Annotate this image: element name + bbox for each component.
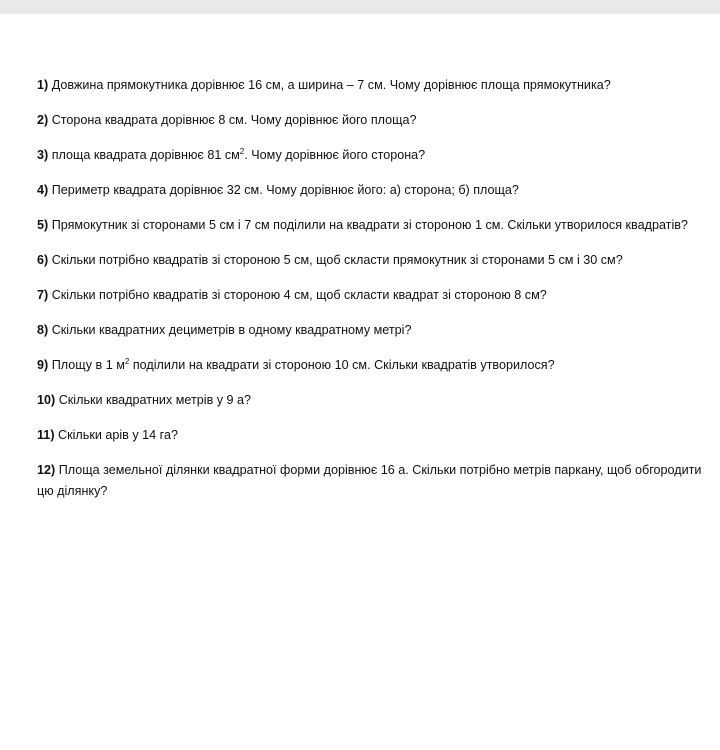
question-text: Площа земельної ділянки квадратної форми дорівнює 16 а. Скільки потрібно метрів паркану, щоб обгородити цю ділянку? — [37, 463, 702, 498]
question-7 — [37, 285, 702, 306]
question-4 — [37, 180, 702, 201]
question-number: 5) — [37, 218, 49, 232]
question-number: 6) — [37, 253, 49, 267]
document-page — [0, 14, 720, 750]
question-number: 12) — [37, 463, 56, 477]
question-12 — [37, 460, 702, 502]
question-text: Площу в 1 м — [51, 358, 125, 372]
question-11 — [37, 425, 702, 446]
question-number: 10) — [37, 393, 56, 407]
question-10 — [37, 390, 702, 411]
question-text: Периметр квадрата дорівнює 32 см. Чому дорівнює його: а) сторона; б) площа? — [51, 183, 519, 197]
question-text: Скільки квадратних дециметрів в одному квадратному метрі? — [51, 323, 412, 337]
question-text: Сторона квадрата дорівнює 8 см. Чому дорівнює його площа? — [51, 113, 417, 127]
question-text-continued: поділили на квадрати зі стороною 10 см. Скільки квадратів утворилося? — [129, 358, 555, 372]
question-text: площа квадрата дорівнює 81 см — [51, 148, 240, 162]
question-text-continued: . Чому дорівнює його сторона? — [244, 148, 426, 162]
question-list — [37, 75, 702, 516]
question-9 — [37, 355, 702, 376]
question-text: Прямокутник зі сторонами 5 см і 7 см поділили на квадрати зі стороною 1 см. Скільки утворилося квадратів? — [51, 218, 688, 232]
question-text: Скільки квадратних метрів у 9 а? — [58, 393, 252, 407]
question-number: 2) — [37, 113, 49, 127]
question-number: 8) — [37, 323, 49, 337]
question-5 — [37, 215, 702, 236]
superscript: 2 — [124, 357, 130, 366]
question-text: Довжина прямокутника дорівнює 16 см, а ширина – 7 см. Чому дорівнює площа прямокутника? — [51, 78, 611, 92]
question-2 — [37, 110, 702, 131]
question-text: Скільки арів у 14 га? — [58, 428, 178, 442]
question-number: 3) — [37, 148, 49, 162]
question-1 — [37, 75, 702, 96]
question-number: 9) — [37, 358, 49, 372]
question-6 — [37, 250, 702, 271]
question-number: 7) — [37, 288, 49, 302]
question-8 — [37, 320, 702, 341]
question-text: Скільки потрібно квадратів зі стороною 5 см, щоб скласти прямокутник зі сторонами 5 см і 30 см? — [51, 253, 623, 267]
superscript: 2 — [239, 147, 245, 156]
question-text: Скільки потрібно квадратів зі стороною 4 см, щоб скласти квадрат зі стороною 8 см? — [51, 288, 547, 302]
question-number: 4) — [37, 183, 49, 197]
question-number: 11) — [37, 428, 55, 442]
question-3 — [37, 145, 702, 166]
question-number: 1) — [37, 78, 49, 92]
